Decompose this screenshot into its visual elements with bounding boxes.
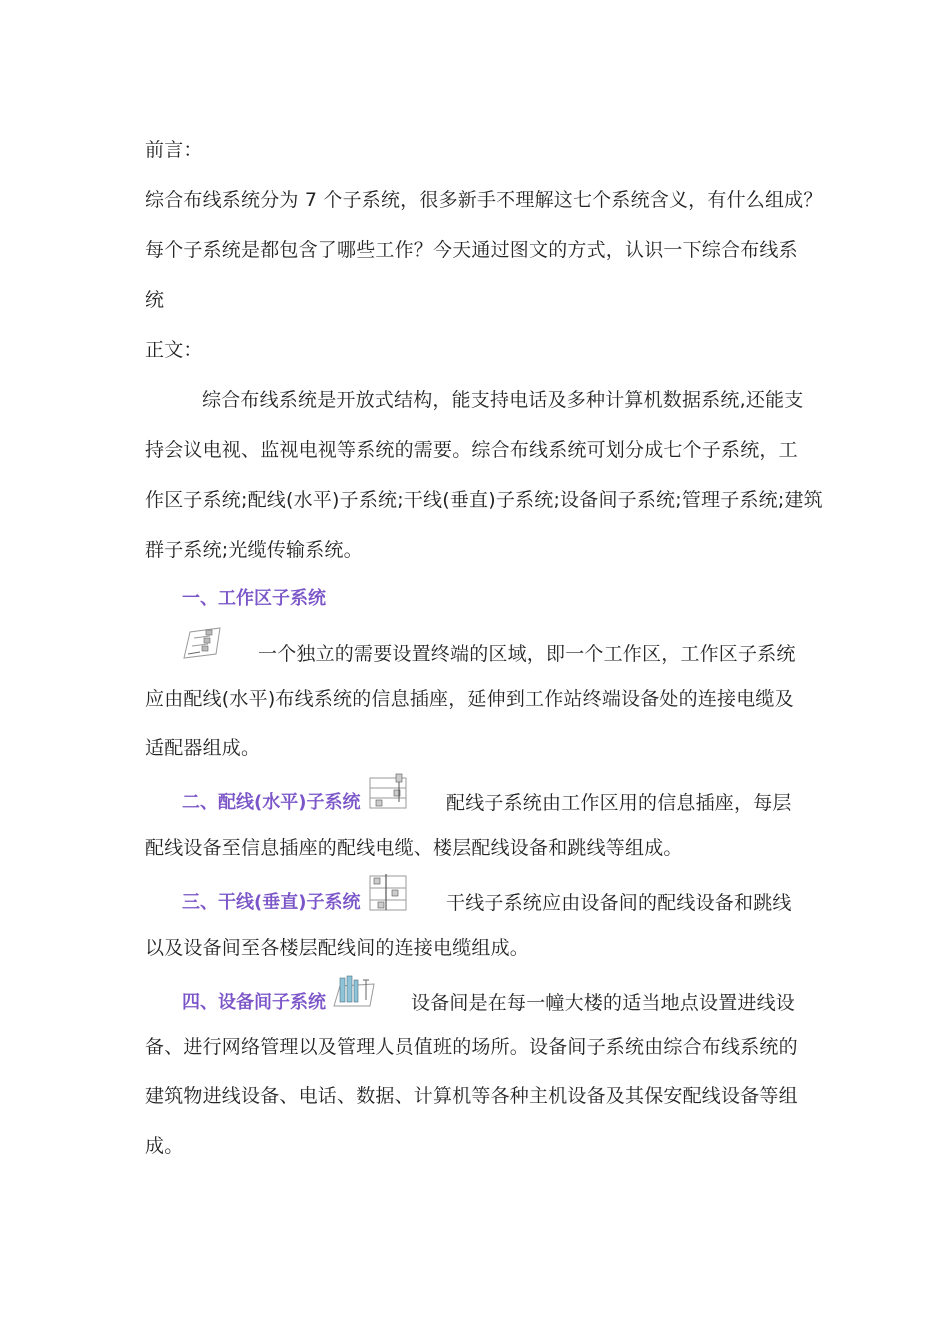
section-3-heading: 三、干线(垂直)子系统 — [182, 892, 361, 913]
preface-line-3: 统 — [145, 289, 165, 311]
section-3-line-2: 以及设备间至各楼层配线间的连接电缆组成。 — [145, 937, 530, 959]
preface-line-2: 每个子系统是都包含了哪些工作？今天通过图文的方式，认识一下综合布线系 — [145, 239, 798, 261]
equipment-room-diagram-icon — [332, 972, 376, 1012]
body-label: 正文： — [145, 339, 203, 361]
section-4-line-4: 成。 — [145, 1135, 184, 1157]
backbone-cabling-diagram-icon — [366, 870, 410, 914]
section-1-heading: 一、工作区子系统 — [182, 588, 326, 609]
section-4-heading: 四、设备间子系统 — [182, 992, 326, 1013]
intro-line-1: 综合布线系统是开放式结构，能支持电话及多种计算机数据系统,还能支 — [202, 389, 804, 411]
section-2-heading: 二、配线(水平)子系统 — [182, 792, 361, 813]
section-4-line-2: 备、进行网络管理以及管理人员值班的场所。设备间子系统由综合布线系统的 — [145, 1036, 798, 1058]
section-1-line-1: 一个独立的需要设置终端的区域，即一个工作区，工作区子系统 — [258, 643, 796, 665]
preface-label: 前言： — [145, 139, 203, 161]
section-2-line-2: 配线设备至信息插座的配线电缆、楼层配线设备和跳线等组成。 — [145, 837, 683, 859]
intro-line-2: 持会议电视、监视电视等系统的需要。综合布线系统可划分成七个子系统，工 — [145, 439, 798, 461]
work-area-diagram-icon — [180, 624, 224, 662]
intro-line-3: 作区子系统;配线(水平)子系统;干线(垂直)子系统;设备间子系统;管理子系统;建筑 — [145, 489, 823, 511]
section-3-line-1: 干线子系统应由设备间的配线设备和跳线 — [446, 892, 792, 914]
horizontal-cabling-diagram-icon — [366, 772, 410, 812]
section-1-line-3: 适配器组成。 — [145, 737, 261, 759]
section-4-line-1: 设备间是在每一幢大楼的适当地点设置进线设 — [411, 992, 796, 1014]
intro-line-4: 群子系统;光缆传输系统。 — [145, 539, 363, 561]
section-1-line-2: 应由配线(水平)布线系统的信息插座，延伸到工作站终端设备处的连接电缆及 — [145, 688, 794, 710]
section-4-line-3: 建筑物进线设备、电话、数据、计算机等各种主机设备及其保安配线设备等组 — [145, 1085, 798, 1107]
preface-line-1: 综合布线系统分为 7 个子系统，很多新手不理解这七个系统含义，有什么组成？ — [145, 189, 823, 211]
section-2-line-1: 配线子系统由工作区用的信息插座，每层 — [446, 792, 792, 814]
